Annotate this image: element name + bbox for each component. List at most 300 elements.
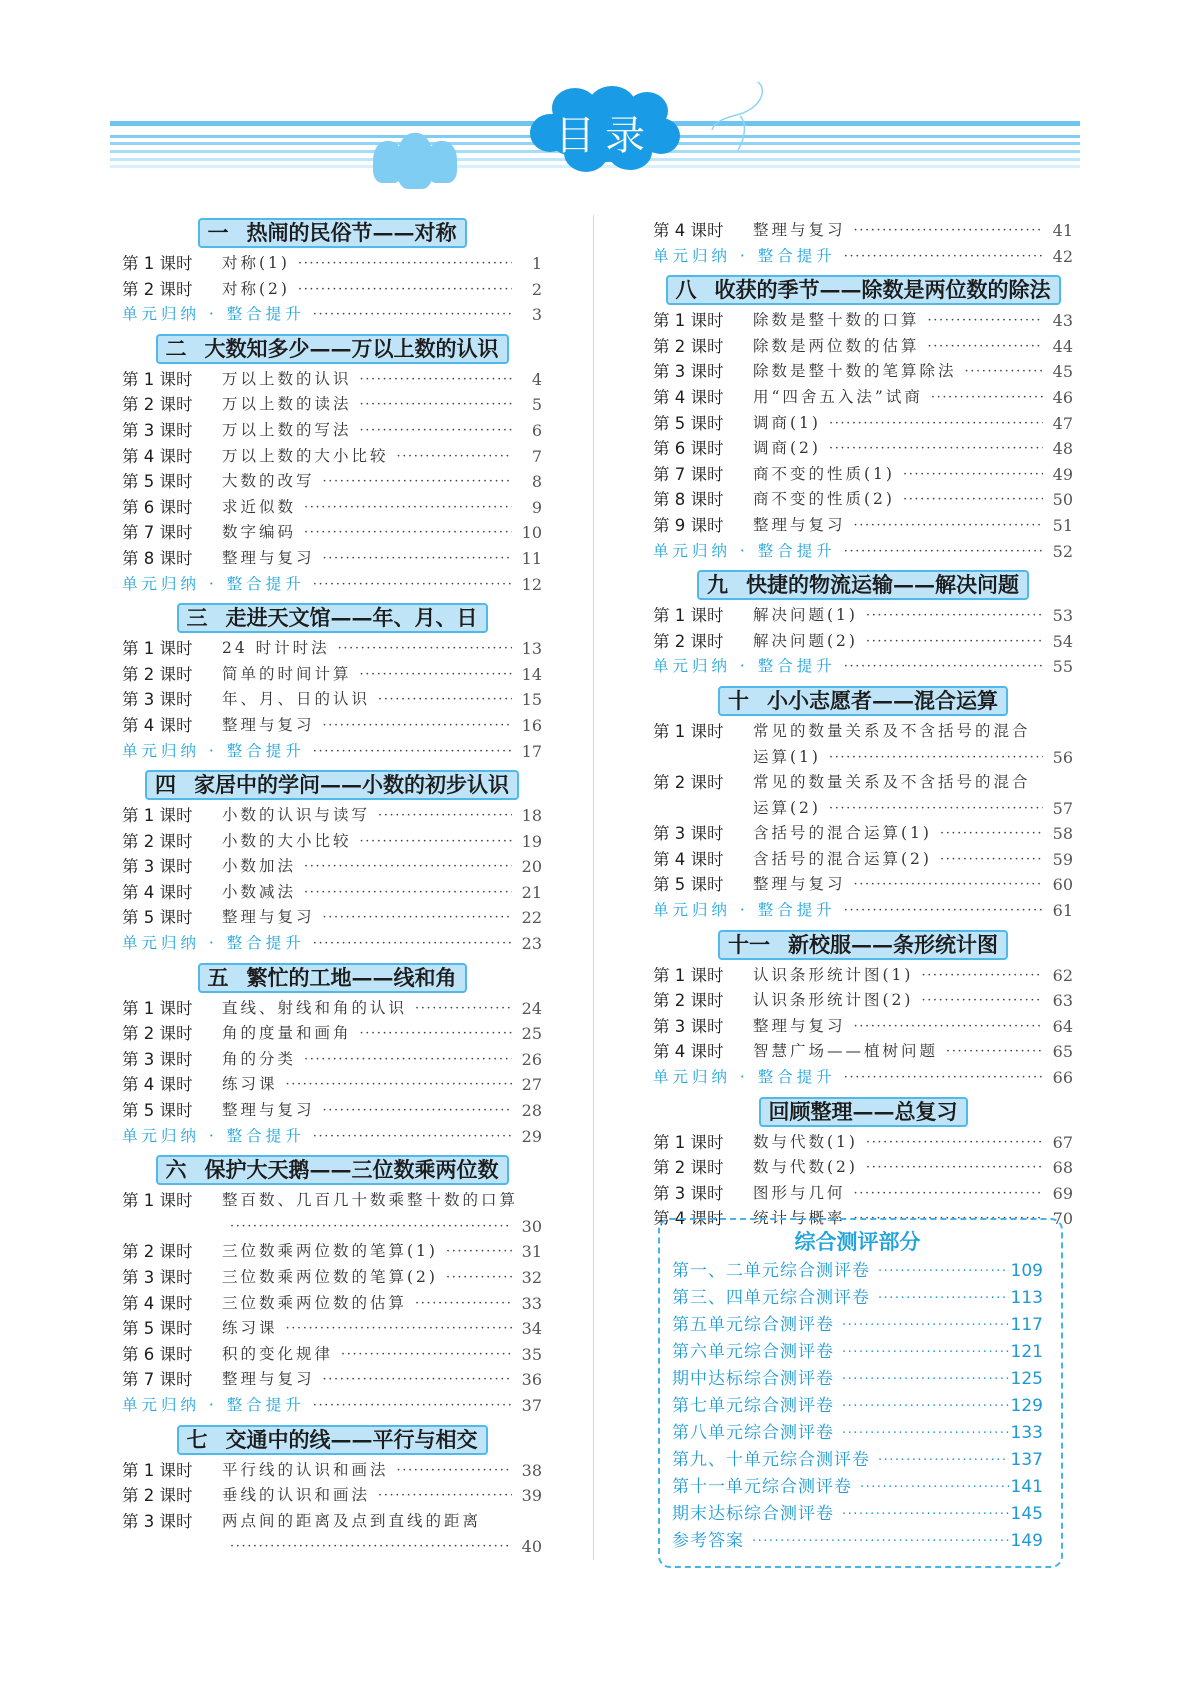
page-number: 6: [531, 420, 542, 440]
lesson-number: 第 4 课时: [653, 387, 724, 407]
summary-title: 单元归纳 · 整合提升: [653, 1068, 836, 1087]
lesson-title: 年、月、日的认识: [222, 690, 371, 709]
lesson-title: 整理与复习: [753, 1016, 846, 1035]
chapter-heading[interactable]: [156, 1155, 509, 1185]
dot-leader: [296, 1047, 512, 1073]
lesson-number: 第 6 课时: [653, 439, 724, 459]
page-number: 66: [1052, 1068, 1073, 1088]
toc-entry[interactable]: [122, 444, 542, 470]
lesson-number: 第 2 课时: [122, 1242, 193, 1262]
lesson-number: 第 2 课时: [122, 395, 193, 415]
toc-entry[interactable]: [122, 854, 542, 880]
toc-entry[interactable]: [122, 1265, 542, 1291]
dot-leader: [305, 1393, 512, 1419]
dot-leader: [895, 487, 1043, 513]
lesson-title: 解决问题(1): [753, 606, 858, 625]
assessment-entry[interactable]: [672, 1501, 1043, 1528]
dot-leader: [333, 1342, 512, 1368]
assessment-label: 第五单元综合测评卷: [672, 1315, 834, 1335]
lesson-number: 第 1 课时: [122, 1191, 193, 1211]
chapter-title: 新校服——条形统计图: [788, 931, 998, 957]
lesson-title: 整理与复习: [222, 1370, 315, 1389]
toc-entry[interactable]: [122, 636, 542, 662]
lesson-title: 认识条形统计图(2): [753, 991, 914, 1010]
chapter-number: 五: [207, 964, 229, 990]
assessment-entry[interactable]: [672, 1393, 1043, 1420]
page-number: 68: [1052, 1158, 1073, 1178]
dot-leader: [315, 546, 512, 572]
dot-leader: [821, 411, 1043, 437]
lesson-title: 平行线的认识和画法: [222, 1460, 389, 1479]
lesson-number: 第 3 课时: [653, 1016, 724, 1036]
lesson-number: 第 2 课时: [653, 336, 724, 356]
chapter-number: 十一: [728, 931, 770, 957]
dot-leader: [836, 898, 1043, 924]
assessment-label: 第三、四单元综合测评卷: [672, 1288, 870, 1308]
dot-leader: [932, 847, 1043, 873]
lesson-title: 图形与几何: [753, 1183, 846, 1202]
lesson-number: 第 2 课时: [122, 831, 193, 851]
unit-summary-entry[interactable]: [122, 931, 542, 957]
toc-entry[interactable]: [122, 277, 542, 303]
chapter-heading[interactable]: [697, 570, 1029, 600]
chapter-title: 家居中的学问——小数的初步认识: [194, 772, 509, 798]
toc-entry-continuation[interactable]: [653, 796, 1073, 822]
unit-summary-entry[interactable]: [122, 1124, 542, 1150]
lesson-title: 调商(2): [753, 439, 821, 458]
summary-title: 单元归纳 · 整合提升: [653, 657, 836, 676]
summary-title: 单元归纳 · 整合提升: [653, 246, 836, 265]
dot-leader: [352, 418, 512, 444]
toc-entry[interactable]: [653, 462, 1073, 488]
toc-entry[interactable]: [122, 1291, 542, 1317]
dot-leader: [222, 1534, 512, 1560]
toc-entry[interactable]: [122, 1342, 542, 1368]
lesson-number: 第 2 课时: [653, 1158, 724, 1178]
toc-entry[interactable]: [122, 546, 542, 572]
unit-summary-entry[interactable]: [653, 1065, 1073, 1091]
toc-entry[interactable]: [653, 1014, 1073, 1040]
lesson-number: 第 4 课时: [122, 446, 193, 466]
toc-entry-continuation[interactable]: [122, 1214, 542, 1240]
toc-entry[interactable]: [122, 418, 542, 444]
toc-entry[interactable]: [122, 1367, 542, 1393]
dot-leader: [278, 1072, 512, 1098]
dot-leader: [305, 739, 512, 765]
dot-leader: [836, 539, 1043, 565]
dot-leader: [932, 821, 1043, 847]
dot-leader: [858, 603, 1043, 629]
lesson-title: 小数减法: [222, 882, 297, 901]
page-number: 45: [1052, 362, 1073, 382]
toc-entry[interactable]: [122, 662, 542, 688]
toc-entry[interactable]: [122, 1072, 542, 1098]
toc-entry-continuation[interactable]: [653, 745, 1073, 771]
page-number: 67: [1052, 1132, 1073, 1152]
toc-entry[interactable]: [653, 385, 1073, 411]
page-number: 38: [521, 1460, 542, 1480]
lesson-number: 第 5 课时: [653, 875, 724, 895]
toc-entry[interactable]: [122, 687, 542, 713]
dot-leader: [315, 1098, 512, 1124]
lesson-number: 第 1 课时: [122, 254, 193, 273]
page-number: 13: [521, 639, 542, 659]
chapter-title: 小小志愿者——混合运算: [767, 687, 998, 713]
page-number: 41: [1052, 221, 1073, 240]
toc-entry[interactable]: [653, 411, 1073, 437]
dot-leader: [913, 963, 1043, 989]
lesson-number: 第 5 课时: [122, 908, 193, 928]
page-number: 133: [1010, 1423, 1043, 1443]
assessment-entry[interactable]: [672, 1258, 1043, 1285]
page-number: 40: [521, 1537, 542, 1557]
toc-entry[interactable]: [122, 392, 542, 418]
dot-leader: [305, 572, 512, 598]
toc-entry[interactable]: [653, 963, 1073, 989]
toc-entry[interactable]: [653, 487, 1073, 513]
toc-entry[interactable]: [122, 803, 542, 829]
lesson-number: 第 3 课时: [122, 1268, 193, 1287]
lesson-number: 第 4 课时: [653, 1042, 724, 1062]
dot-leader: [290, 277, 512, 303]
unit-summary-entry[interactable]: [653, 539, 1073, 565]
page-number: 9: [531, 497, 542, 517]
toc-entry[interactable]: [122, 367, 542, 393]
dot-leader: [370, 803, 512, 829]
dot-leader: [352, 829, 512, 855]
toc-entry[interactable]: [122, 1188, 542, 1214]
lesson-number: 第 4 课时: [122, 882, 193, 902]
chapter-heading[interactable]: [156, 334, 509, 364]
page-number: 31: [521, 1242, 542, 1262]
lesson-title: 常见的数量关系及不含括号的混合: [753, 773, 1031, 792]
page-number: 54: [1052, 631, 1073, 651]
lesson-number: 第 1 课时: [653, 311, 724, 331]
assessment-label: 期末达标综合测评卷: [672, 1504, 834, 1524]
assessment-entry[interactable]: [672, 1528, 1043, 1555]
chapter-heading[interactable]: [177, 1425, 488, 1455]
toc-entry[interactable]: [122, 469, 542, 495]
lesson-title: 整理与复习: [222, 548, 315, 567]
assessment-entry[interactable]: [672, 1285, 1043, 1312]
dot-leader: [858, 629, 1043, 655]
page-number: 49: [1052, 464, 1073, 484]
page-number: 47: [1052, 413, 1073, 433]
dot-leader: [438, 1265, 512, 1291]
toc-entry[interactable]: [122, 996, 542, 1022]
dot-leader: [352, 392, 512, 418]
toc-entry[interactable]: [653, 1039, 1073, 1065]
lesson-title: 用“四舍五入法”试商: [753, 387, 923, 406]
chapter-title: 走进天文馆——年、月、日: [225, 605, 478, 631]
toc-entry[interactable]: [653, 821, 1073, 847]
lesson-title: 角的分类: [222, 1049, 297, 1068]
chapter-title: 快捷的物流运输——解决问题: [746, 572, 1019, 598]
lesson-title: 整理与复习: [222, 715, 315, 734]
assessment-entry[interactable]: [672, 1339, 1043, 1366]
chapter-number: 一: [207, 220, 229, 245]
title-cloud: [530, 86, 680, 172]
page-number: 63: [1052, 991, 1073, 1011]
lesson-title: 练习课: [222, 1319, 278, 1338]
page-number: 29: [521, 1126, 542, 1146]
page-number: 11: [521, 548, 542, 568]
lesson-title: 直线、射线和角的认识: [222, 998, 408, 1017]
toc-entry[interactable]: [122, 829, 542, 855]
page-number: 2: [531, 279, 542, 299]
page-number: 141: [1010, 1477, 1043, 1497]
toc-entry[interactable]: [653, 629, 1073, 655]
lesson-title: 小数的认识与读写: [222, 806, 371, 825]
toc-entry[interactable]: [122, 1483, 542, 1509]
page-number: 20: [521, 857, 542, 877]
dot-leader: [834, 1339, 1009, 1366]
page-number: 149: [1010, 1531, 1043, 1551]
page-number: 10: [521, 523, 542, 543]
page-number: 46: [1052, 387, 1073, 407]
toc-entry[interactable]: [122, 495, 542, 521]
page-number: 8: [531, 472, 542, 492]
page-number: 17: [521, 741, 542, 761]
page-number: 3: [531, 305, 542, 325]
toc-entry[interactable]: [122, 1458, 542, 1484]
chapter-heading[interactable]: [666, 275, 1061, 305]
toc-entry[interactable]: [122, 1316, 542, 1342]
assessment-entry[interactable]: [672, 1366, 1043, 1393]
dot-leader: [222, 1214, 512, 1240]
toc-entry[interactable]: [653, 1155, 1073, 1181]
unit-summary-entry[interactable]: [653, 898, 1073, 924]
dot-leader: [834, 1501, 1009, 1528]
dot-leader: [834, 1366, 1009, 1393]
page-title: 目录: [555, 113, 655, 159]
lesson-number: 第 2 课时: [653, 773, 724, 793]
page-number: 32: [521, 1268, 542, 1287]
toc-entry[interactable]: [653, 334, 1073, 360]
chapter-number: 十: [728, 687, 749, 713]
lesson-number: 第 1 课时: [653, 606, 724, 626]
lesson-number: 第 8 课时: [122, 548, 193, 568]
lesson-number: 第 2 课时: [653, 991, 724, 1011]
lesson-number: 第 7 课时: [122, 523, 193, 543]
toc-entry[interactable]: [122, 1239, 542, 1265]
toc-entry[interactable]: [653, 218, 1073, 244]
lesson-number: 第 1 课时: [122, 639, 193, 659]
assessment-entry[interactable]: [672, 1420, 1043, 1447]
toc-entry[interactable]: [653, 1181, 1073, 1207]
lesson-title: 含括号的混合运算(1): [753, 824, 932, 843]
page-number: 39: [521, 1486, 542, 1506]
unit-summary-entry[interactable]: [653, 244, 1073, 270]
page-number: 44: [1052, 336, 1073, 356]
page-number: 25: [521, 1024, 542, 1044]
lesson-title: 解决问题(2): [753, 631, 858, 650]
lesson-number: 第 3 课时: [122, 857, 193, 877]
lesson-title: 数与代数(1): [753, 1132, 858, 1151]
chapter-heading[interactable]: [177, 603, 488, 633]
dot-leader: [370, 1483, 512, 1509]
assessment-label: 第七单元综合测评卷: [672, 1396, 834, 1416]
unit-summary-entry[interactable]: [653, 654, 1073, 680]
toc-entry[interactable]: [653, 719, 1073, 745]
lesson-title: 商不变的性质(2): [753, 490, 895, 509]
lesson-number: 第 3 课时: [122, 1511, 193, 1531]
lesson-number: 第 1 课时: [653, 965, 724, 985]
chapter-number: 三: [186, 605, 208, 631]
lesson-title: 除数是整十数的笔算除法: [753, 362, 957, 381]
dot-leader: [846, 872, 1043, 898]
lesson-title: 角的度量和画角: [222, 1024, 352, 1043]
lesson-title: 数字编码: [222, 523, 297, 542]
summary-title: 单元归纳 · 整合提升: [122, 741, 305, 760]
page-number: 22: [521, 908, 542, 928]
page-number: 30: [521, 1216, 542, 1236]
toc-entry[interactable]: [122, 713, 542, 739]
lesson-title: 垂线的认识和画法: [222, 1486, 371, 1505]
assessment-heading: 综合测评部分: [794, 1229, 921, 1254]
dot-leader: [315, 469, 512, 495]
dot-leader: [389, 1458, 512, 1484]
toc-entry[interactable]: [653, 988, 1073, 1014]
chapter-number: 二: [165, 335, 187, 361]
dot-leader: [870, 1258, 1009, 1285]
summary-title: 单元归纳 · 整合提升: [122, 305, 305, 324]
chapter-heading[interactable]: [718, 686, 1008, 716]
unit-summary-entry[interactable]: [122, 572, 542, 598]
lesson-title: 认识条形统计图(1): [753, 965, 914, 984]
lesson-title: 除数是两位数的估算: [753, 336, 920, 355]
summary-title: 单元归纳 · 整合提升: [122, 1395, 305, 1414]
dot-leader: [370, 687, 512, 713]
lesson-number: 第 2 课时: [122, 1486, 193, 1506]
lesson-title: 商不变的性质(1): [753, 464, 895, 483]
dot-leader: [389, 444, 512, 470]
chapter-title: 热闹的民俗节——对称: [246, 220, 457, 245]
lesson-title: 智慧广场——植树问题: [753, 1042, 939, 1061]
page-number: 14: [521, 664, 542, 684]
lesson-title: 调商(1): [753, 413, 821, 432]
dot-leader: [870, 1447, 1009, 1474]
lesson-number: 第 4 课时: [122, 1075, 193, 1095]
chapter-title: 大数知多少——万以上数的认识: [204, 335, 499, 361]
toc-entry[interactable]: [653, 436, 1073, 462]
dot-leader: [846, 1014, 1043, 1040]
dot-leader: [744, 1528, 1009, 1555]
page-number: 1: [531, 254, 542, 273]
chapter-number: 八: [675, 277, 697, 303]
toc-left-column: [122, 218, 542, 1560]
unit-summary-entry[interactable]: [122, 302, 542, 328]
chapter-heading[interactable]: [718, 930, 1008, 960]
lesson-number: 第 3 课时: [122, 1049, 193, 1069]
dot-leader: [330, 636, 512, 662]
page-number: 52: [1052, 541, 1073, 561]
lesson-title: 整理与复习: [753, 875, 846, 894]
toc-entry[interactable]: [653, 308, 1073, 334]
toc-entry[interactable]: [122, 905, 542, 931]
toc-entry[interactable]: [653, 770, 1073, 796]
lesson-number: 第 2 课时: [122, 664, 193, 684]
toc-entry[interactable]: [653, 513, 1073, 539]
toc-entry[interactable]: [653, 872, 1073, 898]
lesson-number: 第 1 课时: [653, 1132, 724, 1152]
lesson-number: 第 3 课时: [653, 824, 724, 844]
chapter-heading[interactable]: [759, 1097, 968, 1127]
page-number: 121: [1010, 1342, 1043, 1362]
lesson-title: 整理与复习: [753, 515, 846, 534]
dot-leader: [836, 244, 1043, 270]
chapter-heading[interactable]: [198, 963, 467, 993]
toc-entry-continuation[interactable]: [122, 1534, 542, 1560]
page-number: 21: [521, 882, 542, 902]
toc-entry[interactable]: [653, 603, 1073, 629]
toc-entry[interactable]: [122, 1098, 542, 1124]
page-number: 7: [531, 446, 542, 466]
lesson-title-continued: 运算(1): [753, 747, 821, 766]
assessment-entry[interactable]: [672, 1312, 1043, 1339]
toc-right-column: [653, 218, 1073, 1232]
lesson-number: 第 4 课时: [653, 221, 724, 240]
lesson-number: 第 5 课时: [122, 1319, 193, 1339]
toc-entry[interactable]: [653, 359, 1073, 385]
lesson-title: 小数的大小比较: [222, 831, 352, 850]
toc-entry[interactable]: [653, 1130, 1073, 1156]
lesson-title: 对称(2): [222, 279, 290, 298]
toc-entry[interactable]: [122, 1509, 542, 1535]
dot-leader: [305, 1124, 512, 1150]
dot-leader: [352, 662, 512, 688]
lesson-number: 第 1 课时: [122, 806, 193, 826]
page-number: 113: [1010, 1288, 1043, 1308]
lesson-number: 第 5 课时: [122, 1101, 193, 1121]
lesson-number: 第 7 课时: [653, 464, 724, 484]
page-number: 19: [521, 831, 542, 851]
page-number: 18: [521, 806, 542, 826]
chapter-heading[interactable]: [145, 770, 519, 800]
assessment-section: [658, 1218, 1063, 1568]
lesson-title: 万以上数的认识: [222, 369, 352, 388]
lesson-number: 第 1 课时: [653, 721, 724, 741]
lesson-title: 对称(1): [222, 254, 290, 272]
page-number: 61: [1052, 901, 1073, 921]
lesson-title: 含括号的混合运算(2): [753, 849, 932, 868]
toc-entry[interactable]: [122, 251, 542, 277]
toc-entry[interactable]: [653, 847, 1073, 873]
assessment-entry[interactable]: [672, 1447, 1043, 1474]
lesson-number: 第 4 课时: [653, 849, 724, 869]
assessment-entry[interactable]: [672, 1474, 1043, 1501]
chapter-title: 回顾整理——总复习: [768, 1098, 958, 1124]
dot-leader: [836, 1065, 1043, 1091]
toc-entry[interactable]: [122, 1047, 542, 1073]
toc-entry[interactable]: [122, 880, 542, 906]
lesson-number: 第 2 课时: [122, 279, 193, 299]
lesson-title: 简单的时间计算: [222, 664, 352, 683]
lesson-number: 第 3 课时: [122, 690, 193, 710]
unit-summary-entry[interactable]: [122, 739, 542, 765]
lesson-title: 三位数乘两位数的笔算(1): [222, 1242, 438, 1261]
dot-leader: [296, 520, 512, 546]
chapter-heading[interactable]: [198, 218, 467, 248]
dot-leader: [852, 1474, 1009, 1501]
unit-summary-entry[interactable]: [122, 1393, 542, 1419]
chapter-title: 保护大天鹅——三位数乘两位数: [204, 1157, 499, 1183]
page-number: 50: [1052, 490, 1073, 510]
dot-leader: [278, 1316, 512, 1342]
toc-entry[interactable]: [122, 1021, 542, 1047]
assessment-label: 第九、十单元综合测评卷: [672, 1450, 870, 1470]
toc-entry[interactable]: [122, 520, 542, 546]
